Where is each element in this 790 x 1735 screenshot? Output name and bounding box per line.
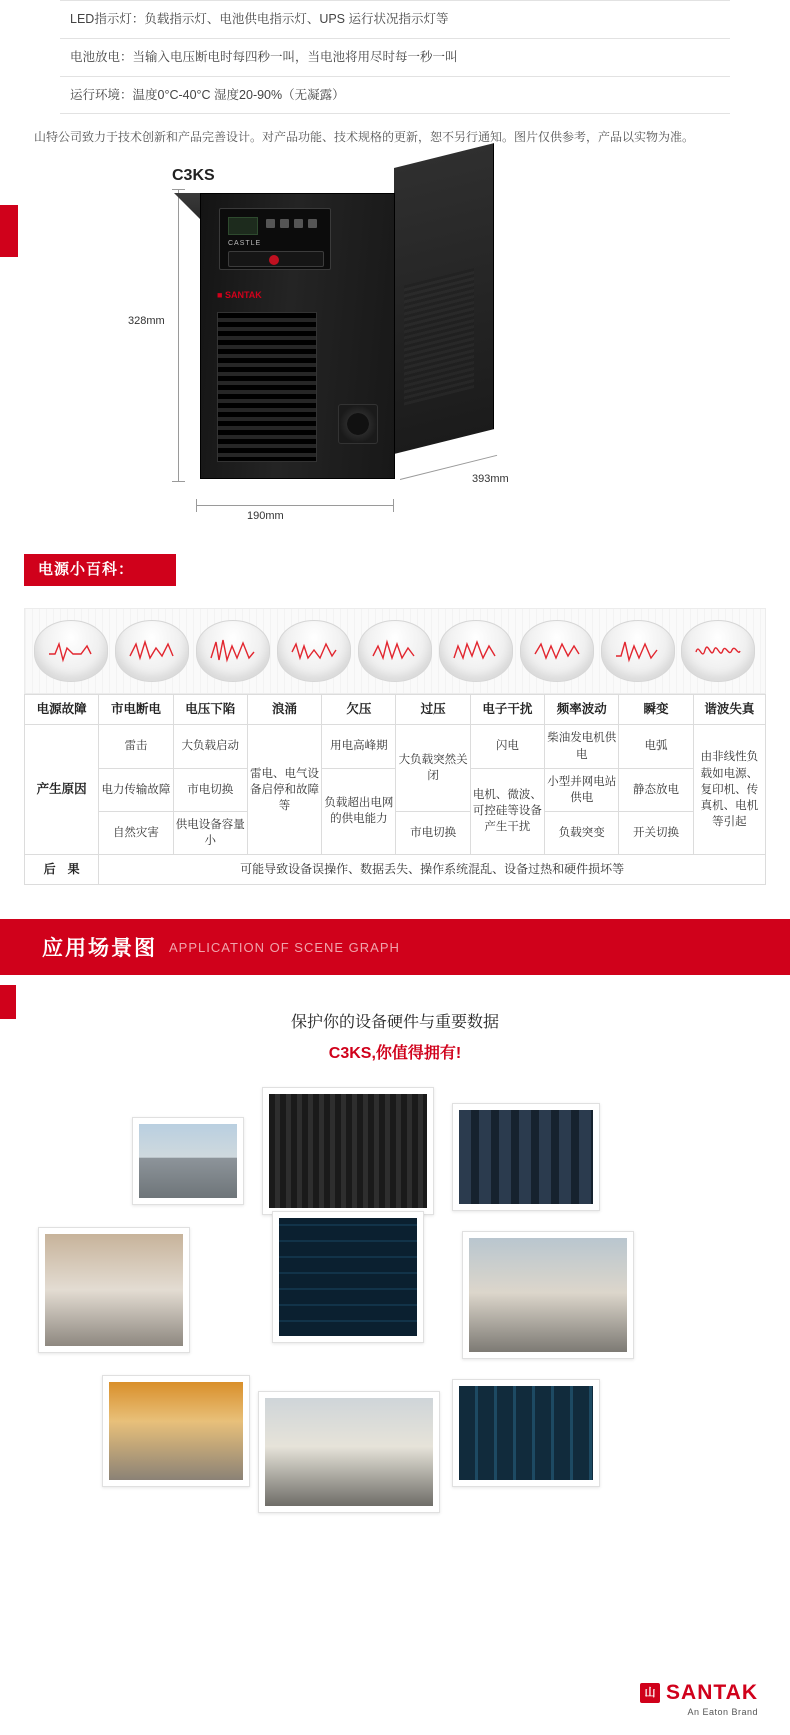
cause-3-0: 用电高峰期 <box>322 725 396 768</box>
ups-brand-logo <box>217 290 262 300</box>
spec-row-battery: 电池放电：当输入电压断电时每四秒一叫，当电池将用尽时每一秒一叫 <box>70 49 458 64</box>
scene-slogan-line1: 保护你的设备硬件与重要数据 <box>290 1014 499 1031</box>
footer-brand-logo <box>640 1681 758 1717</box>
table-header-row <box>25 695 766 725</box>
specification-table <box>60 0 730 114</box>
ups-series-label: CASTLE <box>228 240 262 248</box>
scene-title-cn: 应用场景图 <box>42 937 157 960</box>
scene-slogan <box>0 1009 790 1063</box>
col-header-5: 电子干扰 <box>470 695 544 725</box>
col-header-2: 浪涌 <box>247 695 321 725</box>
photo-office-cubicles <box>258 1391 440 1513</box>
photo-server-room <box>262 1087 434 1215</box>
santak-mark-icon: 山 <box>640 1683 660 1703</box>
dimension-line-height <box>178 189 179 481</box>
table-row-cause-1 <box>25 725 766 768</box>
scene-photo-collage <box>0 1079 790 1539</box>
table-row-cause-3 <box>25 811 766 854</box>
cause-1-2: 供电设备容量小 <box>173 811 247 854</box>
col-header-fault: 电源故障 <box>25 695 99 725</box>
disclaimer-text: 山特公司致力于技术创新和产品完善设计。对产品功能、技术规格的更新，恕不另行通知。图片仅供参考，产品以实物为准。 <box>34 130 695 145</box>
waveform-icon-strip <box>24 608 766 694</box>
ups-side-face <box>394 144 494 455</box>
table-row <box>60 76 730 114</box>
decorative-red-tab-bottom <box>0 985 16 1019</box>
ups-front-vents <box>217 312 317 462</box>
dimension-depth-label: 393mm <box>472 473 509 486</box>
cause-4-0: 大负载突然关闭 <box>396 725 470 811</box>
ups-brand-mark: ■ <box>217 290 223 301</box>
footer-brand-name: SANTAK <box>666 1681 758 1704</box>
footer-brand-sub: An Eaton Brand <box>687 1707 758 1717</box>
photo-traffic-control-signs <box>102 1375 250 1487</box>
led-indicator-4 <box>308 219 317 228</box>
photo-office-workstations <box>38 1227 190 1353</box>
cause-5-0: 闪电 <box>470 725 544 768</box>
scene-title-en: APPLICATION OF SCENE GRAPH <box>169 939 400 955</box>
col-header-8: 谐波失真 <box>693 695 765 725</box>
cause-1-0: 大负载启动 <box>173 725 247 768</box>
table-row-cause-2 <box>25 768 766 811</box>
ups-control-panel <box>219 208 331 270</box>
result-text: 可能导致设备误操作、数据丢失、操作系统混乱、设备过热和硬件损坏等 <box>99 855 766 885</box>
dimension-tick-width-left <box>196 499 197 512</box>
led-indicator-3 <box>294 219 303 228</box>
col-header-1: 电压下陷 <box>173 695 247 725</box>
spec-row-led: LED指示灯：负载指示灯、电池供电指示灯、UPS 运行状况指示灯等 <box>70 12 449 26</box>
product-model-label: C3KS <box>172 167 215 185</box>
waveform-icon-3 <box>196 620 270 682</box>
dimension-width-label: 190mm <box>247 510 284 523</box>
cause-0-1: 电力传输故障 <box>99 768 173 811</box>
cause-6-1: 小型并网电站供电 <box>545 768 619 811</box>
cause-3-1: 负载超出电网的供电能力 <box>322 768 396 854</box>
cause-6-2: 负载突变 <box>545 811 619 854</box>
cause-4-1: 市电切换 <box>396 811 470 854</box>
cause-7-2: 开关切换 <box>619 811 693 854</box>
waveform-icon-5 <box>358 620 432 682</box>
waveform-icon-7 <box>520 620 594 682</box>
waveform-icon-8 <box>601 620 675 682</box>
cause-7-0: 电弧 <box>619 725 693 768</box>
scene-slogan-line2: C3KS,你值得拥有! <box>328 1045 462 1062</box>
waveform-icon-9 <box>681 620 755 682</box>
power-problem-table <box>24 694 766 885</box>
cause-1-1: 市电切换 <box>173 768 247 811</box>
cause-8-0: 由非线性负载如电源、复印机、传真机、电机等引起 <box>693 725 765 855</box>
dimension-tick-height-bottom <box>172 481 185 482</box>
photo-high-speed-train <box>132 1117 244 1205</box>
ups-side-vent <box>404 268 474 405</box>
col-header-4: 过压 <box>396 695 470 725</box>
ups-led-indicators <box>266 219 317 228</box>
ups-front-face <box>200 193 395 479</box>
dimension-tick-height-top <box>172 189 185 190</box>
table-row <box>60 1 730 39</box>
photo-open-plan-office <box>462 1231 634 1359</box>
waveform-icon-4 <box>277 620 351 682</box>
waveform-icon-2 <box>115 620 189 682</box>
ups-button-row <box>228 251 324 267</box>
row-header-cause: 产生原因 <box>25 725 99 855</box>
table-row-result <box>25 855 766 885</box>
encyclopedia-section-title: 电源小百科： <box>24 554 176 586</box>
cause-7-1: 静态放电 <box>619 768 693 811</box>
cause-6-0: 柴油发电机供电 <box>545 725 619 768</box>
photo-control-room-monitors <box>452 1103 600 1211</box>
ups-brand-text: SANTAK <box>224 290 262 301</box>
cause-2-0: 雷电、电气设备启停和故障等 <box>247 725 321 855</box>
col-header-7: 瞬变 <box>619 695 693 725</box>
waveform-icon-6 <box>439 620 513 682</box>
col-header-6: 频率波动 <box>545 695 619 725</box>
product-dimension-figure <box>0 165 790 530</box>
dimension-height-label: 328mm <box>128 315 165 328</box>
cause-0-2: 自然灾害 <box>99 811 173 854</box>
col-header-3: 欠压 <box>322 695 396 725</box>
dimension-tick-width-right <box>393 499 394 512</box>
ups-lcd-screen <box>228 217 258 235</box>
cause-5-1: 电机、微波、可控硅等设备产生干扰 <box>470 768 544 854</box>
led-indicator-1 <box>266 219 275 228</box>
waveform-icon-1 <box>34 620 108 682</box>
cause-0-0: 雷击 <box>99 725 173 768</box>
photo-trading-monitoring-wall <box>272 1211 424 1343</box>
table-row <box>60 38 730 76</box>
scene-section-banner <box>0 919 790 975</box>
row-header-result: 后 果 <box>25 855 99 885</box>
led-indicator-2 <box>280 219 289 228</box>
ups-fan-grille <box>338 404 378 444</box>
spec-row-environment: 运行环境：温度0°C-40°C 湿度20-90%（无凝露） <box>70 87 345 102</box>
col-header-0: 市电断电 <box>99 695 173 725</box>
dimension-line-width <box>196 505 394 506</box>
photo-command-center <box>452 1379 600 1487</box>
